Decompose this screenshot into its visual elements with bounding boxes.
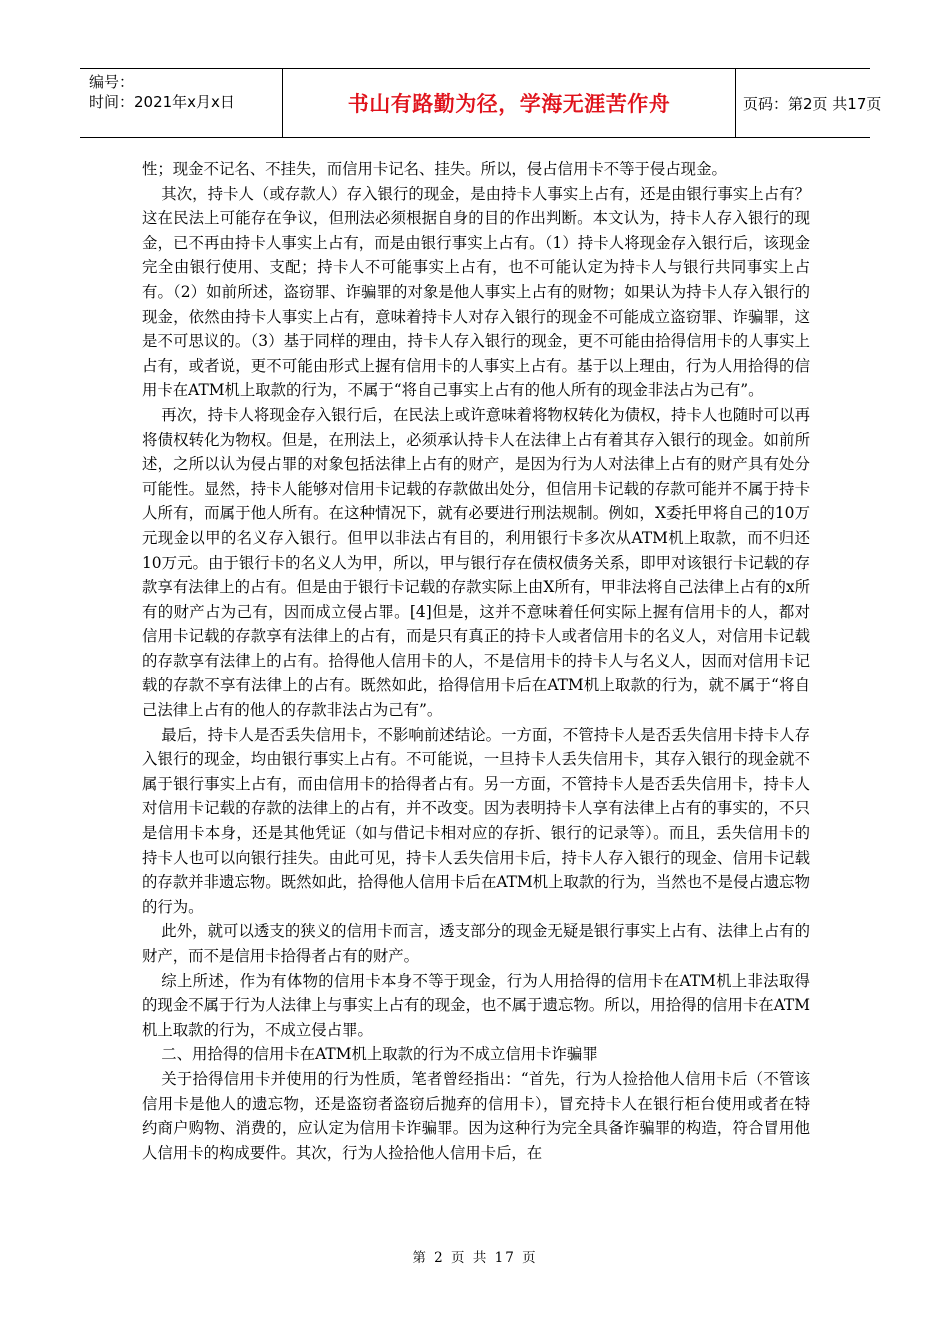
header-page-info: 页码：第2页 共17页 xyxy=(743,94,882,113)
paragraph: 性；现金不记名、不挂失，而信用卡记名、挂失。所以，侵占信用卡不等于侵占现金。 xyxy=(142,160,727,178)
paragraph: 其次，持卡人（或存款人）存入银行的现金，是由持卡人事实上占有，还是由银行事实上占有？这在民法上可能存在争议，但刑法必须根据自身的目的作出判断。本文认为，持卡人存入银行的现金，已不再由持卡人事实上占有，而是由银行事实上占有。（1）持卡人将现金存入银行后，该现金完全由银行使用、支配；持卡人不可能事实上占有，也不可能认定为持卡人与银行共同事实上占有。（2）如前所述，盗窃罪、诈骗罪的对象是他人事实上占有的财物；如果认为持卡人存入银行的现金，依然由持卡人事实上占有，意味着持卡人对存入银行的现金不可能成立盗窃罪、诈骗罪，这是不可思议的。（3）基于同样的理由，持卡人存入银行的现金，更不可能由拾得信用卡的人事实上占有，或者说，更不可能由形式上握有信用卡的人事实上占有。基于以上理由，行为人用拾得的信用卡在ATM机上取款的行为，不属于“将自己事实上占有的他人所有的现金非法占为己有”。 xyxy=(142,184,810,400)
paragraph: 最后，持卡人是否丢失信用卡，不影响前述结论。一方面，不管持卡人是否丢失信用卡持卡人存入银行的现金，均由银行事实上占有。不可能说，一旦持卡人丢失信用卡，其存入银行的现金就不属于银行事实上占有，而由信用卡的拾得者占有。另一方面，不管持卡人是否丢失信用卡，持卡人对信用卡记载的存款的法律上的占有，并不改变。因为表明持卡人享有法律上占有的事实的，不只是信用卡本身，还是其他凭证（如与借记卡相对应的存折、银行的记录等）。而且，丢失信用卡的持卡人也可以向银行挂失。由此可见，持卡人丢失信用卡后，持卡人存入银行的现金、信用卡记载的存款并非遗忘物。既然如此，拾得他人信用卡后在ATM机上取款的行为，当然也不是侵占遗忘物的行为。 xyxy=(142,725,810,916)
number-label: 编号： xyxy=(89,73,135,91)
document-body xyxy=(142,157,810,1165)
paragraph: 此外，就可以透支的狭义的信用卡而言，透支部分的现金无疑是银行事实上占有、法律上占有的财产，而不是信用卡拾得者占有的财产。 xyxy=(142,922,810,965)
header-meta xyxy=(80,69,282,137)
header-motto-cell xyxy=(282,69,736,137)
page-footer: 第 2 页 共 17 页 xyxy=(412,1250,538,1266)
paragraph: 综上所述，作为有体物的信用卡本身不等于现金，行为人用拾得的信用卡在ATM机上非法取得的现金不属于行为人法律上与事实上占有的现金，也不属于遗忘物。所以，用拾得的信用卡在ATM机上取款的行为，不成立侵占罪。 xyxy=(142,971,810,1039)
paragraph: 再次，持卡人将现金存入银行后，在民法上或许意味着将物权转化为债权，持卡人也随时可以再将债权转化为物权。但是，在刑法上，必须承认持卡人在法律上占有着其存入银行的现金。如前所述，之所以认为侵占罪的对象包括法律上占有的财产，是因为行为人对法律上占有的财产具有处分可能性。显然，持卡人能够对信用卡记载的存款做出处分，但信用卡记载的存款可能并不属于持卡人所有，而属于他人所有。在这种情况下，就有必要进行刑法规制。例如，X委托甲将自己的10万元现金以甲的名义存入银行。但甲以非法占有目的，利用银行卡多次从ATM机上取款，而不归还10万元。由于银行卡的名义人为甲，所以，甲与银行存在债权债务关系，即甲对该银行卡记载的存款享有法律上的占有。但是由于银行卡记载的存款实际上由X所有，甲非法将自己法律上占有的x所有的财产占为己有，因而成立侵占罪。[4]但是，这并不意味着任何实际上握有信用卡的人，都对信用卡记载的存款享有法律上的占有，而是只有真正的持卡人或者信用卡的名义人，对信用卡记载的存款享有法律上的占有。拾得他人信用卡的人，不是信用卡的持卡人与名义人，因而对信用卡记载的存款不享有法律上的占有。既然如此，拾得信用卡后在ATM机上取款的行为，就不属于“将自己法律上占有的他人的存款非法占为己有”。 xyxy=(142,405,810,720)
header-motto: 书山有路勤为径，学海无涯苦作舟 xyxy=(347,92,671,116)
paragraph: 关于拾得信用卡并使用的行为性质，笔者曾经指出：“首先，行为人捡拾他人信用卡后（不管该信用卡是他人的遗忘物，还是盗窃者盗窃后抛弃的信用卡），冒充持卡人在银行柜台使用或者在特约商户购物、消费的，应认定为信用卡诈骗罪。因为这种行为完全具备诈骗罪的构造，符合冒用他人信用卡的构成要件。其次，行为人捡拾他人信用卡后，在 xyxy=(142,1069,810,1162)
page-header xyxy=(80,68,882,138)
section-heading: 二、用拾得的信用卡在ATM机上取款的行为不成立信用卡诈骗罪 xyxy=(161,1045,598,1064)
date-label: 时间：2021年x月x日 xyxy=(89,93,235,111)
